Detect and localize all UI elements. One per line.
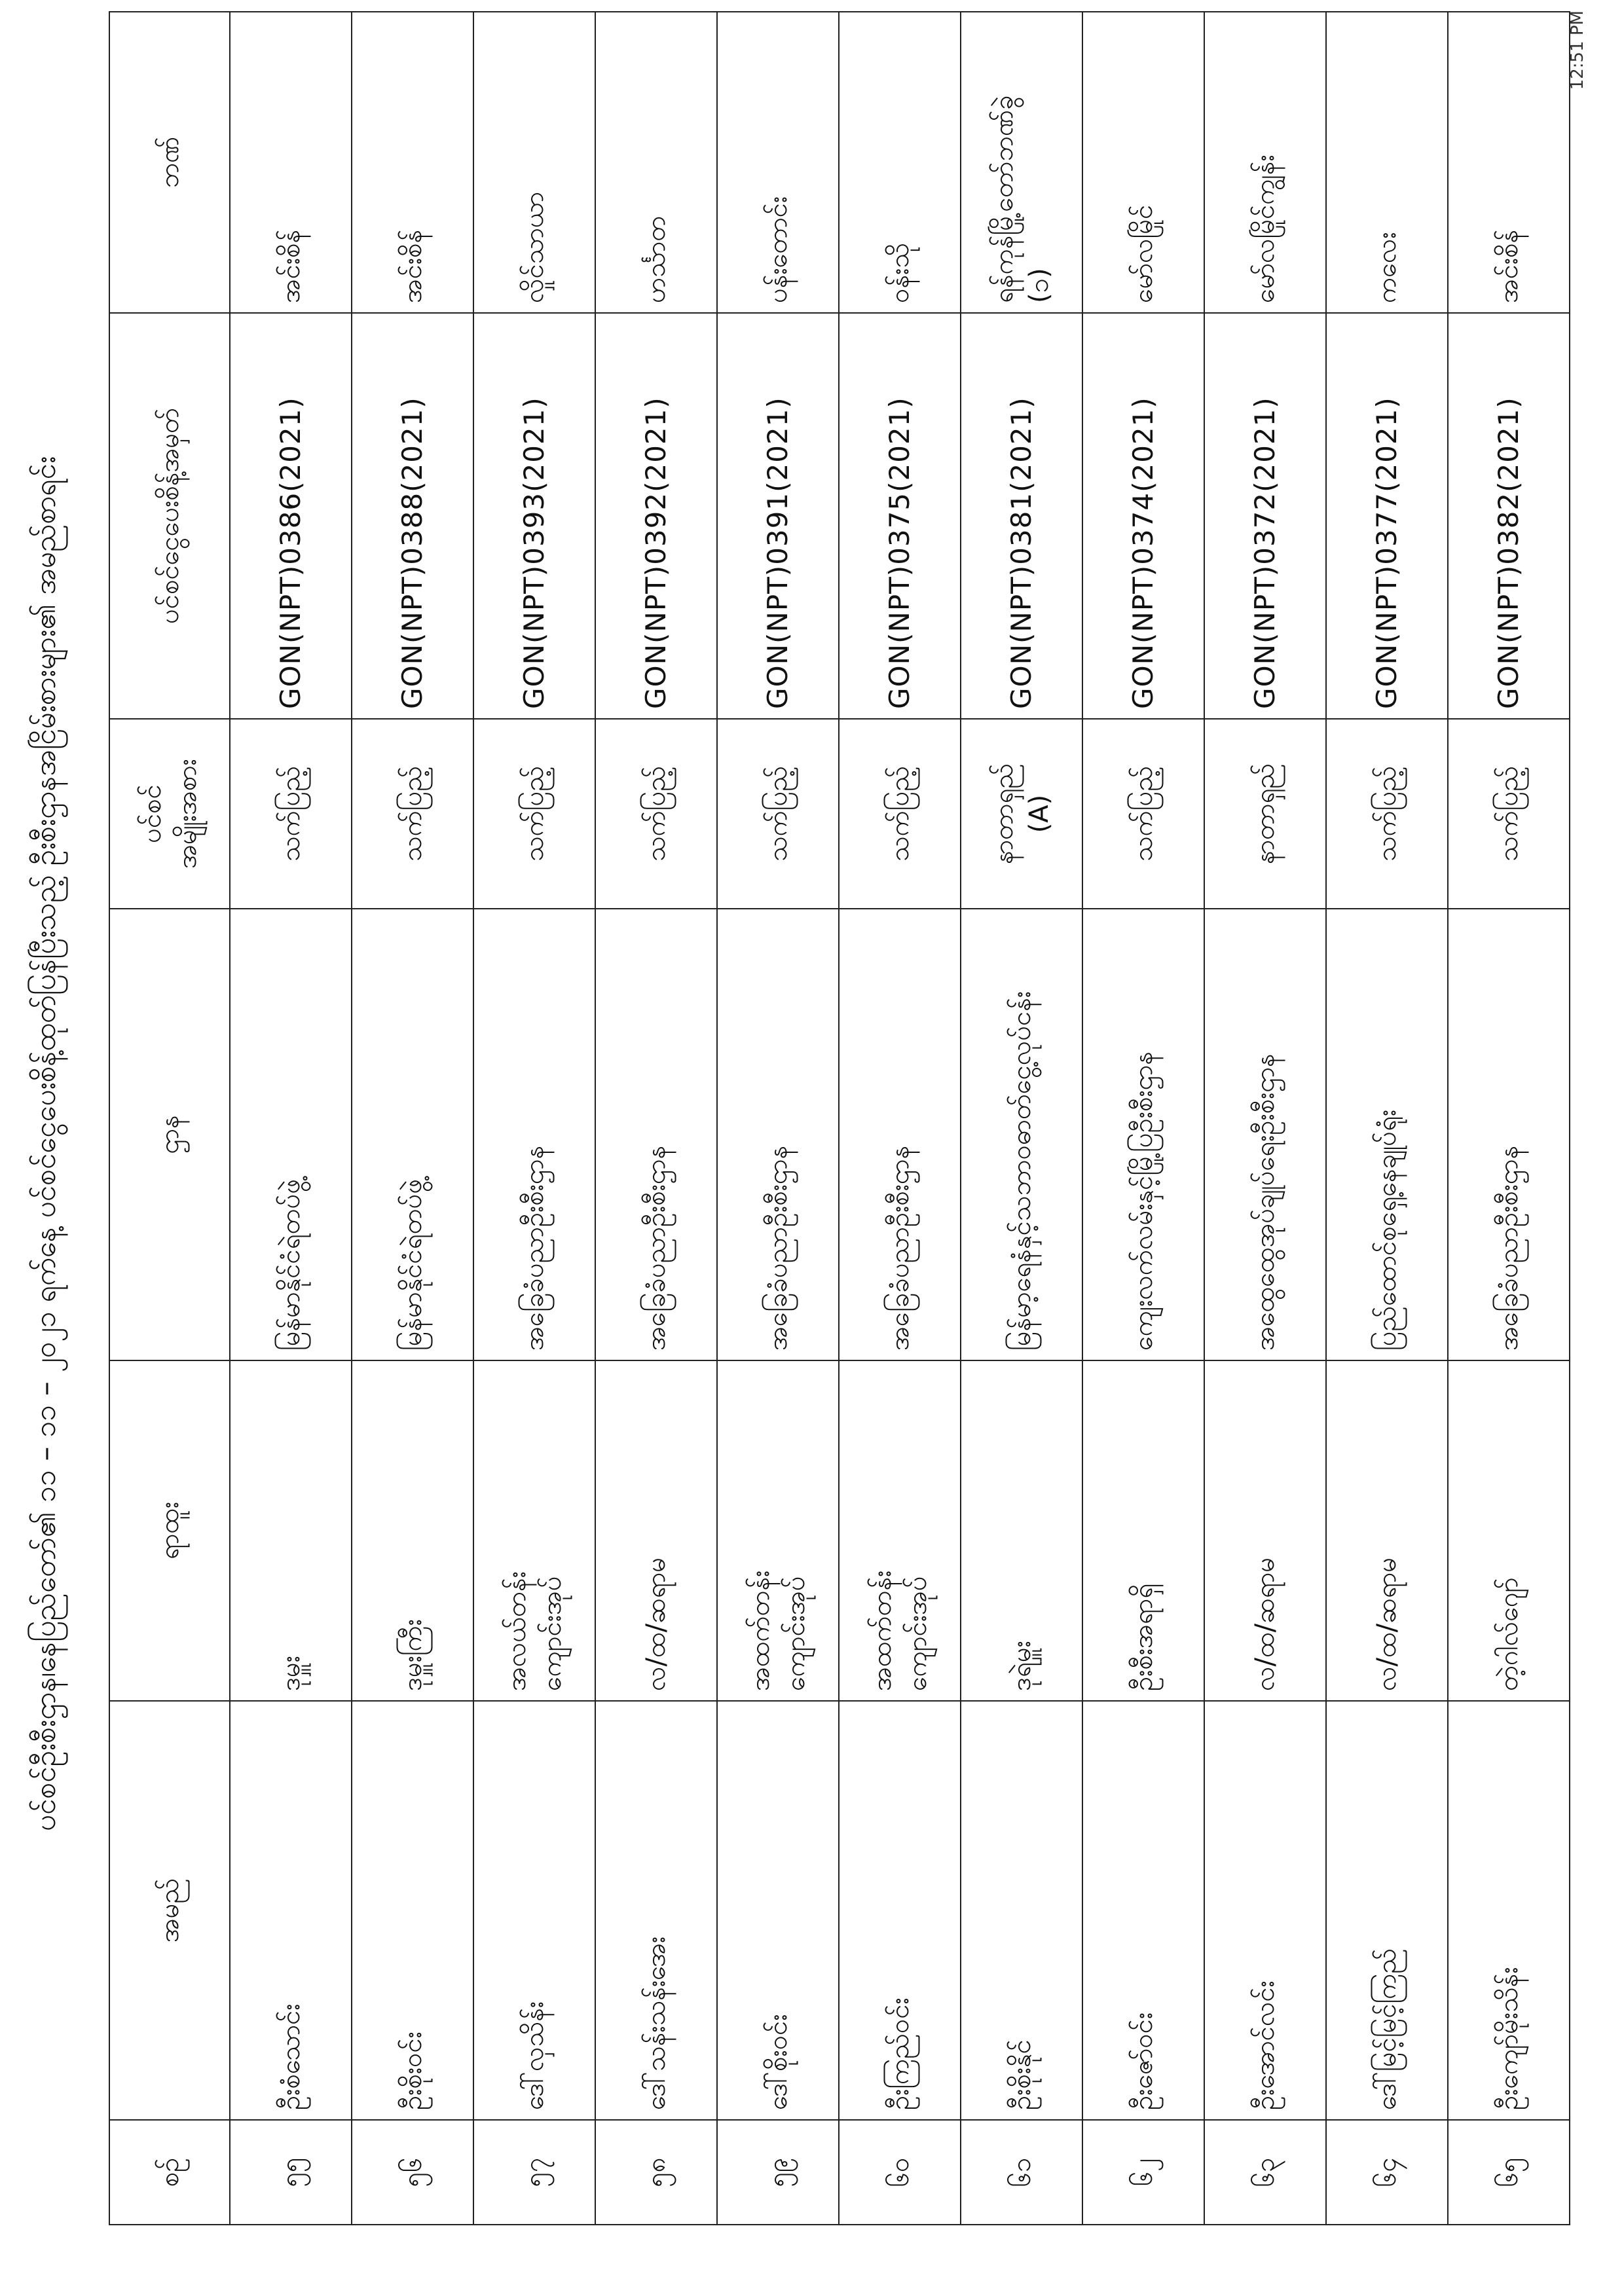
- cell-no: ၆၅: [1448, 2120, 1570, 2225]
- cell-pension-order-number: GON(NPT)0392(2021): [595, 313, 717, 719]
- cell-rank: ဒုမှူး: [230, 1360, 352, 1701]
- table-row: [473, 12, 595, 2225]
- cell-bank: ဝန်းသို: [839, 12, 961, 313]
- cell-no: ၅၈: [595, 2120, 717, 2225]
- print-timestamp: 12:51 PM: [1568, 10, 1587, 90]
- header-name: အမည်: [109, 1701, 230, 2120]
- cell-pension-order-number: GON(NPT)0388(2021): [352, 313, 473, 719]
- table-row: [1448, 12, 1570, 2225]
- cell-department: အခြေခံပညာဦးစီးဌာန: [717, 909, 839, 1360]
- cell-rank: လ/ထ/ဆရာမ: [1204, 1360, 1326, 1701]
- cell-name: ဦးကျော်မိုးသိန်း: [1448, 1701, 1570, 2120]
- cell-pension-type: သက်ပြည့်: [473, 719, 595, 909]
- cell-department: အခြေခံပညာဦးစီးဌာန: [1448, 909, 1570, 1360]
- table-row: [961, 12, 1082, 2225]
- cell-rank: တဲ့ဂါလ်ဂျော်: [1448, 1360, 1570, 1701]
- table-row: [839, 12, 961, 2225]
- cell-no: ၆၀: [839, 2120, 961, 2225]
- cell-rank: အလယ်တန်း ကျောင်းအုပ်: [473, 1360, 595, 1701]
- table-row: [1204, 12, 1326, 2225]
- cell-pension-type: သက်ပြည့်: [717, 719, 839, 909]
- cell-bank: မော်လမြိုင်ကျွန်း: [1204, 12, 1326, 313]
- cell-rank: အထက်တန်း ကျောင်းအုပ်: [839, 1360, 961, 1701]
- cell-bank: ကလေး: [1326, 12, 1448, 313]
- cell-pension-type: နာတာရှည်: [1204, 719, 1326, 909]
- cell-department: မြန်မာနိုင်ငံရဲတပ်ဖွဲ့: [352, 909, 473, 1360]
- cell-name: ဦးစံသောင်း: [230, 1701, 352, 2120]
- header-rank: ရာထူး: [109, 1360, 230, 1701]
- cell-name: ဦးအောင်လင်း: [1204, 1701, 1326, 2120]
- cell-pension-order-number: GON(NPT)0381(2021): [961, 313, 1082, 719]
- cell-name: ဦးကြည်ဝင်း: [839, 1701, 961, 2120]
- cell-rank: ဒုမှူးကြီး: [352, 1360, 473, 1701]
- cell-pension-order-number: GON(NPT)0391(2021): [717, 313, 839, 719]
- cell-pension-type: နာတာရှည် (A): [961, 719, 1082, 909]
- cell-pension-order-number: GON(NPT)0386(2021): [230, 313, 352, 719]
- cell-name: ဒေါ်သန်းသန်းအေး: [595, 1701, 717, 2120]
- header-pension-order-number: ပင်စင်ငွေပေးစိန့်အမှတ်: [109, 313, 230, 719]
- table-row: [352, 12, 473, 2225]
- cell-rank: လ/ထ/ဆရာမ: [1326, 1360, 1448, 1701]
- cell-bank: ဟင်္သာတ: [595, 12, 717, 313]
- table-header-row: [109, 12, 230, 2225]
- cell-department: အခြေခံပညာဦးစီးဌာန: [839, 909, 961, 1360]
- cell-bank: ရန်ကုန်မြို့တော်ဘဏ်ခွဲ (၁): [961, 12, 1082, 313]
- cell-rank: ဦးစီးအရာရှိ: [1082, 1360, 1204, 1701]
- cell-name: ဒေါ်စိုးဝင်း: [717, 1701, 839, 2120]
- pension-records-table: [109, 11, 1570, 2225]
- table-row: [230, 12, 352, 2225]
- cell-department: အခြေခံပညာဦးစီးဌာန: [473, 909, 595, 1360]
- header-department: ဌာန: [109, 909, 230, 1360]
- cell-pension-type: သက်ပြည့်: [352, 719, 473, 909]
- cell-pension-type: သက်ပြည့်: [595, 719, 717, 909]
- cell-department: မြန်မာ့ရေနံနှင့်သဘာဝဓာတ်ငွေ့လုပ်ငန်း: [961, 909, 1082, 1360]
- cell-department: အထွေထွေအုပ်ချုပ်ရေးဦးစီးဌာန: [1204, 909, 1326, 1360]
- header-bank: ဘဏ်: [109, 12, 230, 313]
- cell-name: ဦးဇော်ဝင်း: [1082, 1701, 1204, 2120]
- cell-bank: ပန်းတောင်း: [717, 12, 839, 313]
- cell-name: ဦးစိုးနိုင်: [961, 1701, 1082, 2120]
- cell-pension-type: သက်ပြည့်: [839, 719, 961, 909]
- cell-no: ၅၉: [717, 2120, 839, 2225]
- document-title: ပင်စင်ဦးစီးဌာန၊နေပြည်တော်၏ ၁၁ – ၁၁ – ၂၀၂၁ ရက်နေ့ ပင်စင်ငွေပေးစိန့်ထုတ်ပြန်ပြီးသည့် ဦးစီးဌာနအငြိမ်းစားများ၏ အမည်စာရင်း: [29, 456, 62, 1832]
- cell-no: ၆၄: [1326, 2120, 1448, 2225]
- cell-bank: လှိုင်သာယာ: [473, 12, 595, 313]
- cell-no: ၅၇: [473, 2120, 595, 2225]
- cell-pension-type: သက်ပြည့်: [1448, 719, 1570, 909]
- cell-pension-order-number: GON(NPT)0377(2021): [1326, 313, 1448, 719]
- cell-pension-order-number: GON(NPT)0372(2021): [1204, 313, 1326, 719]
- header-pension-type: ပင်စင် အမျိုးအစား: [109, 719, 230, 909]
- header-no: စဉ်: [109, 2120, 230, 2225]
- cell-bank: အင်းစိန်: [1448, 12, 1570, 313]
- cell-pension-order-number: GON(NPT)0375(2021): [839, 313, 961, 719]
- cell-name: ဦးစိုးဝင်း: [352, 1701, 473, 2120]
- cell-no: ၆၃: [1204, 2120, 1326, 2225]
- cell-pension-order-number: GON(NPT)0374(2021): [1082, 313, 1204, 719]
- cell-pension-type: သက်ပြည့်: [230, 719, 352, 909]
- cell-name: ဒေါ်လှသိန်း: [473, 1701, 595, 2120]
- table-row: [1326, 12, 1448, 2225]
- cell-no: ၅၅: [230, 2120, 352, 2225]
- cell-pension-type: သက်ပြည့်: [1326, 719, 1448, 909]
- cell-bank: မော်လမြိုင်: [1082, 12, 1204, 313]
- cell-department: အခြေခံပညာဦးစီးဌာန: [595, 909, 717, 1360]
- cell-bank: အင်းစိန်: [352, 12, 473, 313]
- cell-rank: လ/ထ/ဆရာမ: [595, 1360, 717, 1701]
- cell-pension-type: သက်ပြည့်: [1082, 719, 1204, 909]
- cell-rank: အထက်တန်း ကျောင်းအုပ်: [717, 1360, 839, 1701]
- cell-no: ၆၁: [961, 2120, 1082, 2225]
- cell-department: ကျေးလက်လမ်းနှင့်မြို့ပြဦးစီးဌာန: [1082, 909, 1204, 1360]
- table-row: [717, 12, 839, 2225]
- cell-pension-order-number: GON(NPT)0382(2021): [1448, 313, 1570, 719]
- table-row: [595, 12, 717, 2225]
- cell-name: ဒေါ်မြင့်မြင့်ကြည်: [1326, 1701, 1448, 2120]
- cell-department: မြန်မာနိုင်ငံရဲတပ်ဖွဲ့: [230, 909, 352, 1360]
- cell-rank: ဒုရဲမှူး: [961, 1360, 1082, 1701]
- cell-pension-order-number: GON(NPT)0393(2021): [473, 313, 595, 719]
- table-row: [1082, 12, 1204, 2225]
- cell-department: ပြည်ထောင်စုရှေ့နေချုပ်ရုံး: [1326, 909, 1448, 1360]
- cell-bank: အင်းစိန်: [230, 12, 352, 313]
- cell-no: ၆၂: [1082, 2120, 1204, 2225]
- cell-no: ၅၆: [352, 2120, 473, 2225]
